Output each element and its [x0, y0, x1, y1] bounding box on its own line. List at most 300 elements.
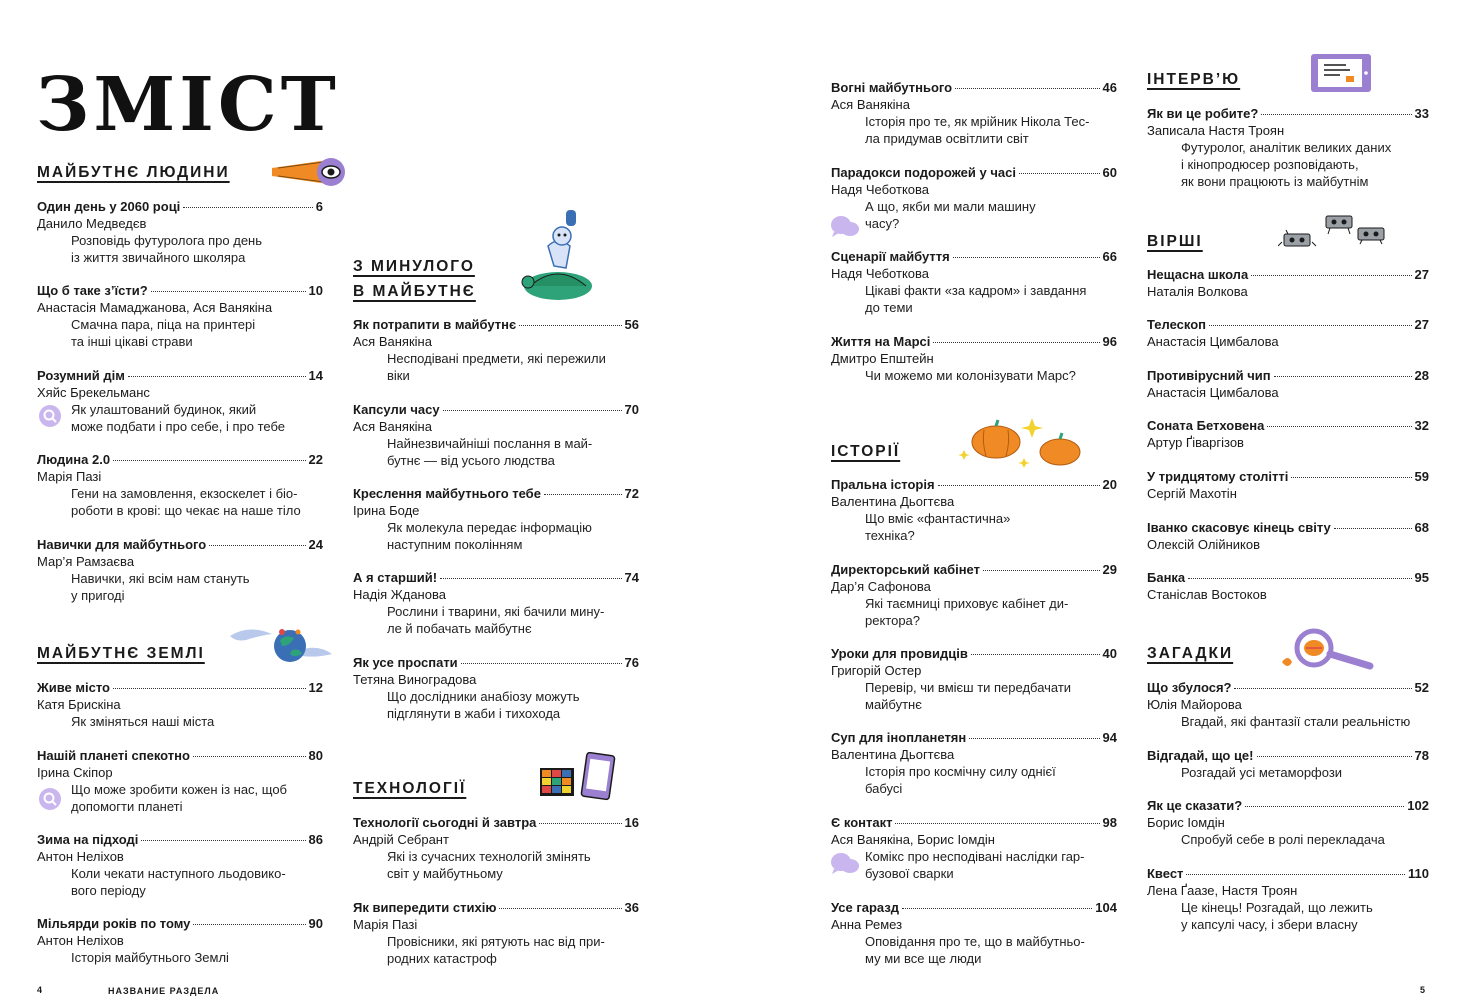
toc-entry[interactable] — [353, 815, 639, 883]
entry-description-line: ла придумав освітлити світ — [865, 130, 1029, 146]
entry-author: Юлія Майорова — [1147, 696, 1242, 712]
entry-author: Мар’я Рамзаєва — [37, 553, 135, 569]
entry-description-line: Цікаві факти «за кадром» і завдання — [865, 282, 1087, 298]
entry-description-line: до теми — [865, 299, 913, 315]
dot-leader — [461, 663, 622, 664]
dot-leader — [1186, 874, 1405, 875]
entry-description — [831, 511, 1117, 545]
entry-description — [353, 934, 639, 968]
entry-heading — [1147, 570, 1429, 587]
toc-entry[interactable] — [37, 368, 323, 436]
entry-author: Григорій Остер — [831, 662, 922, 678]
section-poems: ВІРШІ — [1147, 233, 1203, 250]
entry-author: Марія Пазі — [37, 468, 102, 484]
entry-title: Директорський кабінет — [831, 562, 980, 577]
toc-entry[interactable] — [831, 815, 1117, 883]
dot-leader — [1257, 756, 1412, 757]
dot-leader — [128, 376, 306, 377]
entry-description-line: Які із сучасних технологій змінять — [387, 848, 591, 864]
toc-entry[interactable] — [37, 748, 323, 816]
dot-leader — [113, 688, 306, 689]
entry-author: Надя Чеботкова — [831, 265, 930, 281]
dot-leader — [519, 325, 621, 326]
entry-description — [1147, 900, 1429, 934]
entry-description — [1147, 832, 1429, 849]
entry-author: Надія Жданова — [353, 586, 446, 602]
entry-page-number: 95 — [1414, 570, 1429, 585]
entry-description — [37, 233, 323, 267]
dot-leader — [1234, 688, 1411, 689]
entry-page-number: 80 — [308, 748, 323, 763]
toc-entry[interactable] — [831, 646, 1117, 714]
telescope-icon — [268, 154, 350, 190]
entry-description-line: родних катастроф — [387, 950, 497, 966]
entry-page-number: 6 — [315, 199, 323, 214]
entry-description-line: Футуролог, аналітик великих даних — [1181, 139, 1392, 155]
toc-entry[interactable] — [1147, 267, 1429, 301]
entry-page-number: 36 — [624, 900, 639, 915]
dot-leader — [938, 485, 1100, 486]
entry-description — [831, 283, 1117, 317]
dot-leader — [895, 823, 1099, 824]
toc-entry[interactable] — [37, 283, 323, 351]
entry-author: Борис Іомдін — [1147, 814, 1225, 830]
rubiks-cube-icon — [538, 752, 618, 804]
entry-heading — [353, 486, 639, 503]
entry-description-line: Які таємниці приховує кабінет ди- — [865, 595, 1069, 611]
entry-title: Банка — [1147, 570, 1186, 585]
entry-description-line: Історія про космічну силу однієї — [865, 763, 1056, 779]
entry-description-line: ле й побачать майбутнє — [387, 620, 532, 636]
toc-entry[interactable] — [1147, 469, 1429, 503]
entry-author: Антон Неліхов — [37, 848, 124, 864]
entry-page-number: 14 — [308, 368, 323, 383]
entry-author: Андрій Себрант — [353, 831, 449, 847]
toc-entry[interactable] — [37, 680, 323, 731]
entry-heading — [353, 317, 639, 334]
dot-leader — [440, 578, 621, 579]
entry-description — [37, 782, 323, 816]
entry-description-line: Комікс про несподівані наслідки гар- — [865, 848, 1085, 864]
entry-title: Життя на Марсі — [831, 334, 931, 349]
entry-description-line: Історія майбутнього Землі — [71, 949, 229, 965]
entry-description — [1147, 140, 1429, 191]
entry-description-line: віки — [387, 367, 410, 383]
toc-entry[interactable] — [353, 402, 639, 470]
toc-entry[interactable] — [37, 832, 323, 900]
entry-description-line: із життя звичайного школяра — [71, 249, 246, 265]
entry-description-line: Найнезвичайніші послання в май- — [387, 435, 593, 451]
entry-description-line: може подбати і про себе, і про тебе — [71, 418, 286, 434]
entry-description — [1147, 714, 1429, 731]
entry-heading — [1147, 866, 1429, 883]
entry-heading — [353, 402, 639, 419]
entry-title: Людина 2.0 — [37, 452, 111, 467]
entry-title: А я старший! — [353, 570, 438, 585]
entry-heading — [1147, 106, 1429, 123]
entry-description — [831, 680, 1117, 714]
entry-heading — [37, 680, 323, 697]
section-past: З МИНУЛОГО В МАЙБУТНЄ — [353, 258, 476, 300]
entry-description-line: Смачна пара, піца на принтері — [71, 316, 256, 332]
entry-title: Як це сказати? — [1147, 798, 1243, 813]
entry-page-number: 86 — [308, 832, 323, 847]
entry-author: Ася Ванякіна — [831, 96, 910, 112]
entry-description-line: роботи в крові: що чекає на наше тіло — [71, 502, 301, 518]
entry-description — [37, 317, 323, 351]
entry-title: Що б таке з’їсти? — [37, 283, 148, 298]
entry-description-line: бабусі — [865, 780, 903, 796]
entry-description — [37, 714, 323, 731]
footer-section-label: НАЗВАНИЕ РАЗДЕЛА — [108, 986, 220, 996]
entry-heading — [1147, 469, 1429, 486]
entry-title: Суп для інопланетян — [831, 730, 967, 745]
entry-title: Сценарії майбуття — [831, 249, 950, 264]
entry-author: Ася Ванякіна, Борис Іомдін — [831, 831, 995, 847]
entry-description — [37, 950, 323, 967]
toc-entry[interactable] — [831, 165, 1117, 233]
entry-page-number: 29 — [1102, 562, 1117, 577]
toc-entry[interactable] — [831, 562, 1117, 630]
entry-description-line: Що вміє «фантастична» — [865, 510, 1011, 526]
toc-entry[interactable] — [831, 249, 1117, 317]
entry-title: Нашій планеті спекотно — [37, 748, 190, 763]
entry-author: Анастасія Цимбалова — [1147, 333, 1279, 349]
entry-title: Як випередити стихію — [353, 900, 497, 915]
entry-title: Як потрапити в майбутнє — [353, 317, 517, 332]
entry-page-number: 16 — [624, 815, 639, 830]
entry-author: Валентина Дьогтєва — [831, 746, 955, 762]
entry-description-line: Як зміняться наші міста — [71, 713, 215, 729]
entry-author: Лена Ґаазе, Настя Троян — [1147, 882, 1298, 898]
entry-title: Розумний дім — [37, 368, 125, 383]
entry-page-number: 28 — [1414, 368, 1429, 383]
toc-entry[interactable] — [831, 730, 1117, 798]
dot-leader — [969, 738, 1099, 739]
entry-description-line: Несподівані предмети, які пережили — [387, 350, 606, 366]
dot-leader — [193, 924, 305, 925]
entry-description — [831, 199, 1117, 233]
entry-heading — [353, 655, 639, 672]
entry-title: Відгадай, що це! — [1147, 748, 1254, 763]
entry-title: Парадокси подорожей у часі — [831, 165, 1016, 180]
entry-heading — [1147, 748, 1429, 765]
entry-description — [37, 486, 323, 520]
toc-entry[interactable] — [353, 900, 639, 968]
entry-page-number: 10 — [308, 283, 323, 298]
entry-description — [37, 402, 323, 436]
bugs-icon — [1278, 212, 1390, 254]
entry-heading — [1147, 418, 1429, 435]
entry-page-number: 59 — [1414, 469, 1429, 484]
entry-page-number: 74 — [624, 570, 639, 585]
entry-heading — [37, 199, 323, 216]
toc-entry[interactable] — [1147, 748, 1429, 782]
entry-description — [353, 520, 639, 554]
entry-page-number: 104 — [1095, 900, 1117, 915]
entry-heading — [353, 900, 639, 917]
dot-leader — [443, 410, 622, 411]
entry-description-line: му ми все ще люди — [865, 950, 982, 966]
entry-description-line: Спробуй себе в ролі перекладача — [1181, 831, 1385, 847]
entry-page-number: 76 — [624, 655, 639, 670]
entry-description-line: як вони працюють із майбутнім — [1181, 173, 1369, 189]
entry-heading — [831, 730, 1117, 747]
entry-author: Данило Медведєв — [37, 215, 147, 231]
entry-description-line: допомогти планеті — [71, 798, 183, 814]
entry-description-line: Провісники, які рятують нас від при- — [387, 933, 605, 949]
toc-entry[interactable] — [1147, 317, 1429, 351]
entry-author: Хяйс Брекельманс — [37, 384, 150, 400]
entry-page-number: 20 — [1102, 477, 1117, 492]
entry-title: Що збулося? — [1147, 680, 1232, 695]
entry-description — [831, 596, 1117, 630]
entry-title: Соната Бетховена — [1147, 418, 1265, 433]
entry-heading — [37, 832, 323, 849]
entry-heading — [37, 452, 323, 469]
entry-description-line: Перевір, чи вмієш ти передбачати — [865, 679, 1072, 695]
entry-page-number: 72 — [624, 486, 639, 501]
entry-heading — [1147, 368, 1429, 385]
entry-page-number: 40 — [1102, 646, 1117, 661]
entry-description-line: вого періоду — [71, 882, 146, 898]
toc-entry[interactable] — [831, 477, 1117, 545]
entry-heading — [353, 815, 639, 832]
entry-page-number: 102 — [1407, 798, 1429, 813]
dot-leader — [544, 494, 622, 495]
entry-author: Ірина Скіпор — [37, 764, 113, 780]
globe-icon — [228, 624, 336, 666]
toc-entry[interactable] — [353, 655, 639, 723]
entry-author: Анастасія Мамаджанова, Ася Ванякіна — [37, 299, 273, 315]
search-bubble-icon — [38, 404, 62, 428]
entry-author: Марія Пазі — [353, 916, 418, 932]
section-stories: ІСТОРІЇ — [831, 443, 901, 460]
toc-entry[interactable] — [831, 900, 1117, 968]
search-bubble-icon — [38, 787, 62, 811]
entry-description-line: наступним поколінням — [387, 536, 523, 552]
entry-description-line: і кінопродюсер розповідають, — [1181, 156, 1359, 172]
entry-description — [831, 849, 1117, 883]
dot-leader — [113, 460, 305, 461]
entry-page-number: 90 — [308, 916, 323, 931]
entry-description — [37, 571, 323, 605]
dot-leader — [193, 756, 306, 757]
entry-title: Як ви це робите? — [1147, 106, 1259, 121]
toc-entry[interactable] — [1147, 866, 1429, 934]
entry-heading — [1147, 520, 1429, 537]
entry-description — [831, 934, 1117, 968]
entry-title: Телескоп — [1147, 317, 1207, 332]
entry-author: Станіслав Востоков — [1147, 586, 1267, 602]
entry-description-line: Гени на замовлення, екзоскелет і біо- — [71, 485, 298, 501]
entry-description-line: Це кінець! Розгадай, що лежить — [1181, 899, 1373, 915]
dot-leader — [539, 823, 621, 824]
entry-page-number: 12 — [308, 680, 323, 695]
dot-leader — [971, 654, 1100, 655]
entry-description-line: Розгадай усі метаморфози — [1181, 764, 1343, 780]
entry-heading — [831, 646, 1117, 663]
entry-description — [1147, 765, 1429, 782]
entry-description-line: Як молекула передає інформацію — [387, 519, 592, 535]
entry-description-line: Розповідь футуролога про день — [71, 232, 262, 248]
page-title: ЗМІСТ — [36, 62, 340, 148]
entry-description-line: у пригоді — [71, 587, 125, 603]
entry-description-line: підглянути в жаби і тихохода — [387, 705, 561, 721]
entry-title: Зима на підході — [37, 832, 139, 847]
entry-description — [353, 849, 639, 883]
entry-heading — [831, 477, 1117, 494]
entry-author: Олексій Олійников — [1147, 536, 1260, 552]
entry-page-number: 24 — [308, 537, 323, 552]
entry-heading — [831, 165, 1117, 182]
toc-entry[interactable] — [1147, 520, 1429, 554]
entry-title: Пральна історія — [831, 477, 935, 492]
dot-leader — [1267, 426, 1411, 427]
entry-heading — [831, 562, 1117, 579]
dot-leader — [1245, 806, 1404, 807]
entry-title: Усе гаразд — [831, 900, 900, 915]
entry-description-line: та інші цікаві страви — [71, 333, 193, 349]
entry-description-line: Вгадай, які фантазії стали реальністю — [1181, 713, 1411, 729]
entry-heading — [1147, 680, 1429, 697]
entry-heading — [37, 748, 323, 765]
entry-author: Дар’я Сафонова — [831, 578, 931, 594]
entry-page-number: 96 — [1102, 334, 1117, 349]
entry-page-number: 52 — [1414, 680, 1429, 695]
entry-description — [353, 351, 639, 385]
dot-leader — [499, 908, 621, 909]
entry-heading — [37, 537, 323, 554]
section-human: МАЙБУТНЄ ЛЮДИНИ — [37, 164, 230, 181]
dot-leader — [1209, 325, 1412, 326]
entry-description-line: Рослини і тварини, які бачили мину- — [387, 603, 605, 619]
dot-leader — [1019, 173, 1100, 174]
entry-author: Дмитро Епштейн — [831, 350, 934, 366]
toc-entry[interactable] — [353, 317, 639, 385]
tablet-icon — [1310, 52, 1374, 94]
entry-title: Мільярди років по тому — [37, 916, 191, 931]
entry-heading — [831, 900, 1117, 917]
entry-title: Капсули часу — [353, 402, 440, 417]
toc-entry[interactable] — [1147, 368, 1429, 402]
entry-description-line: часу? — [865, 215, 900, 231]
entry-page-number: 22 — [308, 452, 323, 467]
entry-heading — [1147, 798, 1429, 815]
entry-author: Ірина Боде — [353, 502, 420, 518]
dot-leader — [183, 207, 312, 208]
entry-page-number: 33 — [1414, 106, 1429, 121]
entry-author: Катя Брискіна — [37, 696, 121, 712]
entry-heading — [831, 334, 1117, 351]
entry-author: Антон Неліхов — [37, 932, 124, 948]
entry-title: Вогні майбутнього — [831, 80, 953, 95]
dot-leader — [1188, 578, 1411, 579]
entry-heading — [831, 815, 1117, 832]
entry-title: Є контакт — [831, 815, 893, 830]
entry-page-number: 56 — [624, 317, 639, 332]
entry-title: Як усе проспати — [353, 655, 458, 670]
footer-left-page: 4 — [37, 985, 44, 995]
toc-entry[interactable] — [37, 199, 323, 267]
entry-title: У тридцятому столітті — [1147, 469, 1289, 484]
entry-description — [353, 604, 639, 638]
entry-title: Навички для майбутнього — [37, 537, 207, 552]
entry-title: Нещасна школа — [1147, 267, 1249, 282]
entry-title: Іванко скасовує кінець світу — [1147, 520, 1331, 535]
entry-description-line: ректора? — [865, 612, 921, 628]
entry-author: Анастасія Цимбалова — [1147, 384, 1279, 400]
entry-title: Креслення майбутнього тебе — [353, 486, 541, 501]
toc-entry[interactable] — [831, 80, 1117, 148]
toc-entry[interactable] — [1147, 106, 1429, 191]
entry-author: Валентина Дьогтєва — [831, 493, 955, 509]
toc-entry[interactable] — [37, 452, 323, 520]
entry-heading — [1147, 317, 1429, 334]
dot-leader — [1291, 477, 1411, 478]
entry-heading — [37, 283, 323, 300]
entry-title: Уроки для провидців — [831, 646, 968, 661]
entry-author: Артур Ґіваргізов — [1147, 434, 1244, 450]
entry-description-line: Історія про те, як мрійник Нікола Тес- — [865, 113, 1090, 129]
section-interview: ІНТЕРВ’Ю — [1147, 71, 1241, 88]
entry-author: Тетяна Виноградова — [353, 671, 477, 687]
entry-title: Живе місто — [37, 680, 110, 695]
entry-description-line: бутнє — від усього людства — [387, 452, 555, 468]
section-earth: МАЙБУТНЄ ЗЕМЛІ — [37, 645, 205, 662]
entry-description — [353, 436, 639, 470]
toc-entry[interactable] — [1147, 570, 1429, 604]
toc-entry[interactable] — [37, 537, 323, 605]
entry-description-line: бузової сварки — [865, 865, 954, 881]
chat-bubble-icon — [830, 214, 860, 238]
entry-author: Сергій Махотін — [1147, 485, 1237, 501]
dot-leader — [933, 342, 1099, 343]
toc-entry[interactable] — [37, 916, 323, 967]
entry-description — [831, 114, 1117, 148]
entry-heading — [831, 80, 1117, 97]
entry-author: Ася Ванякіна — [353, 333, 432, 349]
dot-leader — [955, 88, 1099, 89]
dot-leader — [1274, 376, 1412, 377]
entry-description-line: Оповідання про те, що в майбутньо- — [865, 933, 1085, 949]
entry-description-line: Що дослідники анабіозу можуть — [387, 688, 580, 704]
dot-leader — [983, 570, 1100, 571]
entry-description-line: Навички, які всім нам стануть — [71, 570, 250, 586]
toc-entry[interactable] — [1147, 418, 1429, 452]
entry-heading — [831, 249, 1117, 266]
entry-heading — [1147, 267, 1429, 284]
entry-page-number: 68 — [1414, 520, 1429, 535]
toc-entry[interactable] — [353, 570, 639, 638]
entry-description-line: Чи можемо ми колонізувати Марс? — [865, 367, 1076, 383]
entry-author: Ася Ванякіна — [353, 418, 432, 434]
entry-heading — [353, 570, 639, 587]
entry-title: Квест — [1147, 866, 1184, 881]
entry-heading — [37, 916, 323, 933]
entry-description-line: світ у майбутньому — [387, 865, 503, 881]
entry-page-number: 32 — [1414, 418, 1429, 433]
toc-entry[interactable] — [831, 334, 1117, 385]
entry-description-line: техніка? — [865, 527, 915, 543]
toc-entry[interactable] — [1147, 680, 1429, 731]
toc-entry[interactable] — [353, 486, 639, 554]
dot-leader — [953, 257, 1100, 258]
toc-entry[interactable] — [1147, 798, 1429, 849]
entry-description — [37, 866, 323, 900]
entry-author: Записала Настя Троян — [1147, 122, 1285, 138]
entry-page-number: 70 — [624, 402, 639, 417]
